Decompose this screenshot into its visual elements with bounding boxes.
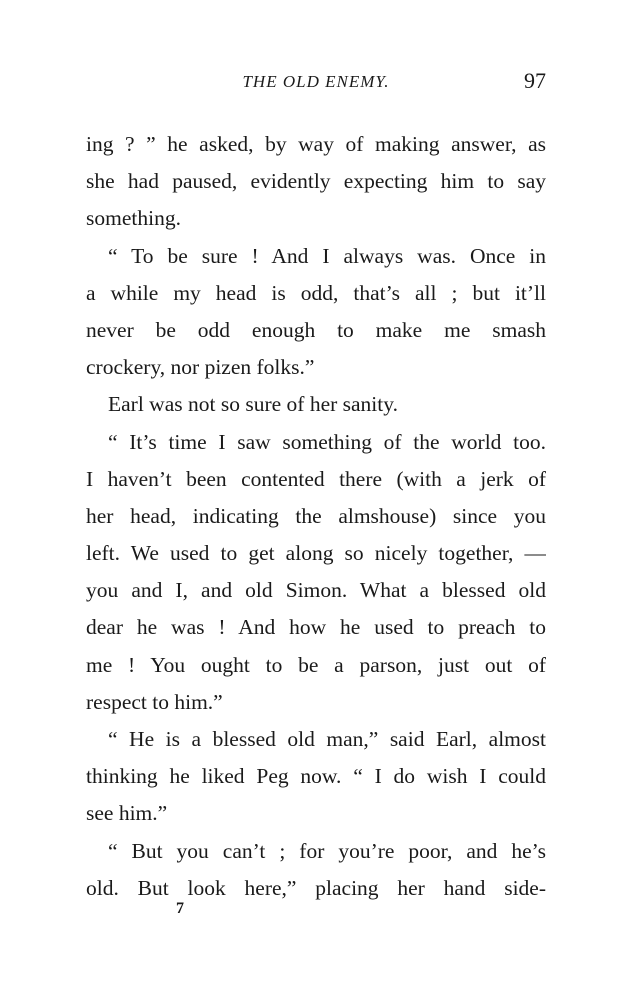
text-line: a while my head is odd, that’s all ; but it’ll [86,280,546,305]
text-line: “ To be sure ! And I always was. Once in [108,243,546,268]
text-line: see him.” [86,801,168,826]
page-number: 97 [524,68,546,93]
signature-mark: 7 [176,900,184,917]
text-line: her head, indicating the almshouse) since you [86,503,546,528]
text-line: old. But look here,” placing her hand side- [86,875,546,900]
text-line: “ He is a blessed old man,” said Earl, almost [108,727,546,751]
text-line: thinking he liked Peg now. “ I do wish I could [86,764,546,789]
text-line: me ! You ought to be a parson, just out of [86,652,546,677]
text-line: “ It’s time I saw something of the world too. [108,429,546,454]
text-line: dear he was ! And how he used to preach to [86,615,546,640]
text-line: Earl was not so sure of her sanity. [108,392,398,417]
text-line: she had paused, evidently expecting him to say [86,169,546,194]
text-line: you and I, and old Simon. What a blessed old [86,578,546,603]
body-text [86,126,546,907]
text-line: never be odd enough to make me smash [86,317,546,342]
text-line: respect to him.” [86,689,223,714]
running-head [86,68,546,102]
text-line: something. [86,206,181,231]
text-line: I haven’t been contented there (with a jerk of [86,466,546,491]
text-line: left. We used to get along so nicely together, — [86,541,546,566]
text-line: ing ? ” he asked, by way of making answer, as [86,132,546,156]
running-title: THE OLD ENEMY. [242,72,390,91]
text-line: “ But you can’t ; for you’re poor, and he’s [108,838,546,863]
text-line: crockery, nor pizen folks.” [86,355,315,380]
